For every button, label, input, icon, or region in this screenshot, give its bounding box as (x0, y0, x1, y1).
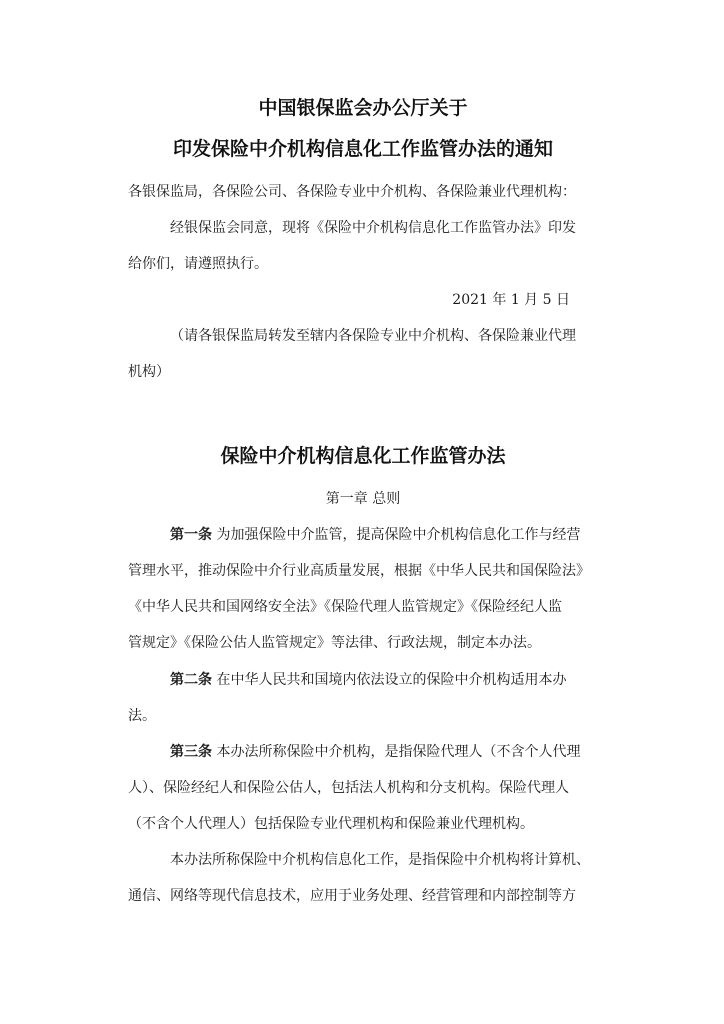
article1-line4: 管规定》《保险公估人监管规定》等法律、行政法规，制定本办法。 (128, 635, 541, 651)
paragraph4-line1: 本办法所称保险中介机构信息化工作，是指保险中介机构将计算机、 (170, 852, 590, 868)
notice-addressees: 各银保监局，各保险公司、各保险专业中介机构、各保险兼业代理机构： (128, 184, 576, 200)
notice-forward-line2: 机构） (128, 364, 170, 380)
article3-text: 本办法所称保险中介机构，是指保险代理人（不含个人代理 (216, 744, 581, 760)
article2-line2: 法。 (128, 708, 156, 724)
article1-line3: 《中华人民共和国网络安全法》《保险代理人监管规定》《保险经纪人监 (128, 599, 562, 615)
notice-date: 2021 年 1 月 5 日 (452, 292, 570, 308)
article1-line2: 管理水平，推动保险中介行业高质量发展，根据《中华人民共和国保险法》 (128, 563, 590, 579)
article1-line1 (128, 525, 598, 545)
article2-label: 第二条 (170, 672, 212, 688)
notice-body-line2: 给你们，请遵照执行。 (128, 256, 268, 272)
article3-line3: （不含个人代理人）包括保险专业代理机构和保险兼业代理机构。 (128, 816, 534, 832)
paragraph4-line2: 通信、网络等现代信息技术，应用于业务处理、经营管理和内部控制等方 (128, 888, 576, 904)
article3-label: 第三条 (170, 744, 212, 760)
notice-title-line2: 印发保险中介机构信息化工作监管办法的通知 (172, 138, 553, 160)
article1-text: 为加强保险中介监管，提高保险中介机构信息化工作与经营 (216, 527, 581, 543)
notice-forward-line1: （请各银保监局转发至辖内各保险专业中介机构、各保险兼业代理 (170, 328, 576, 344)
article2-text: 在中华人民共和国境内依法设立的保险中介机构适用本办 (216, 672, 567, 688)
article3-line2: 人）、保险经纪人和保险公估人，包括法人机构和分支机构。保险代理人 (128, 780, 569, 796)
notice-title-line1: 中国银保监会办公厅关于 (258, 97, 468, 119)
notice-body-line1: 经银保监会同意，现将《保险中介机构信息化工作监管办法》印发 (170, 220, 576, 236)
article2-line1 (128, 670, 598, 690)
chapter-heading: 第一章 总则 (325, 491, 401, 507)
regulation-title: 保险中介机构信息化工作监管办法 (220, 445, 506, 467)
article1-label: 第一条 (170, 527, 212, 543)
article3-line1 (128, 742, 598, 762)
